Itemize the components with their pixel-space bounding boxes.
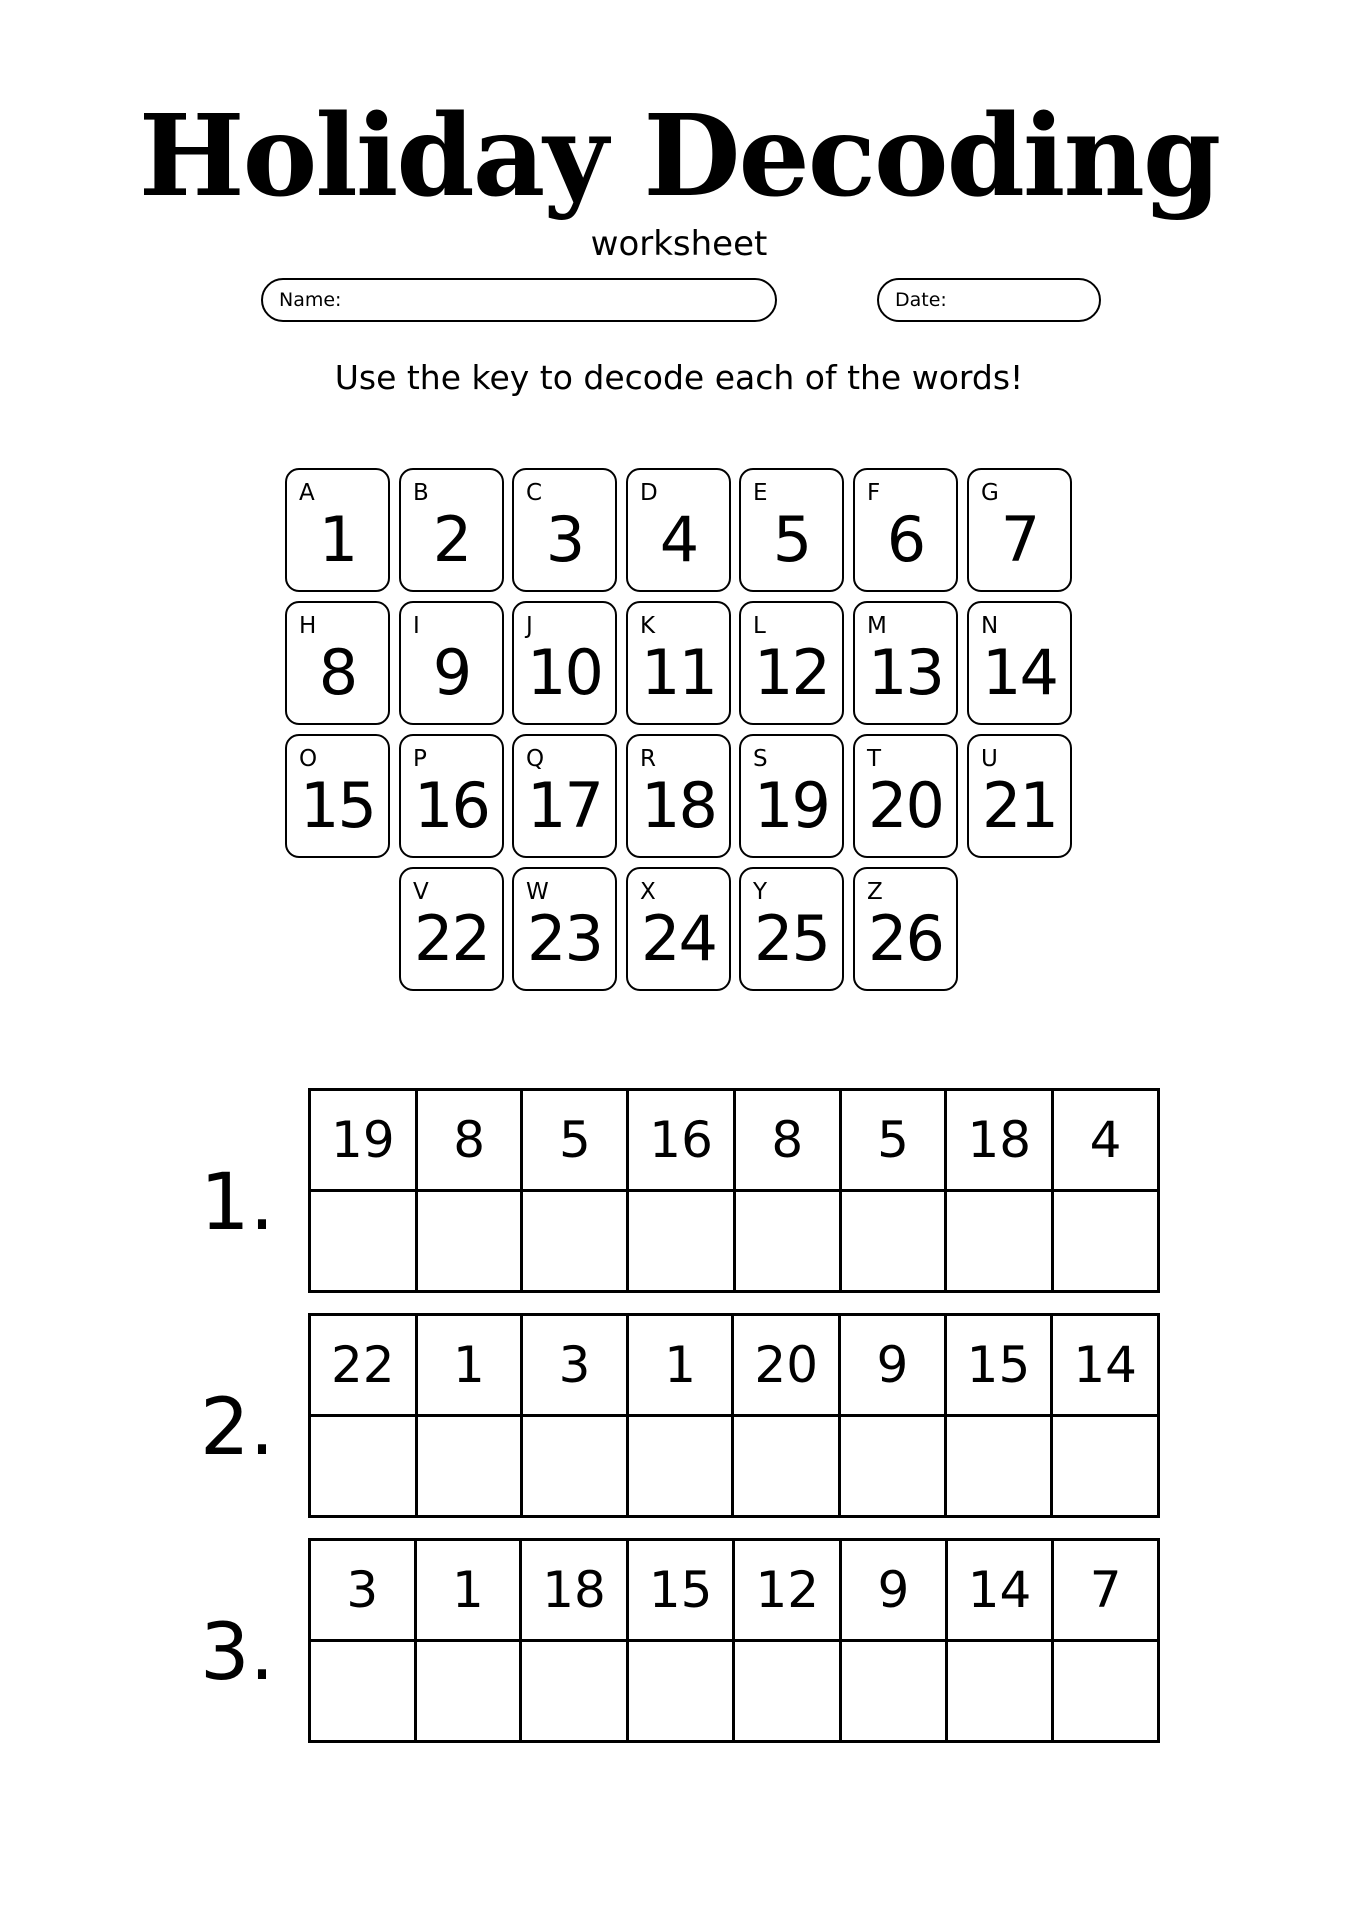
answer-cell[interactable] [522,1191,628,1292]
code-cell: 1 [416,1315,522,1416]
code-cell: 1 [627,1315,733,1416]
key-card-h [285,601,390,725]
key-number: 9 [432,636,471,709]
key-letter: T [867,746,882,772]
code-cell: 18 [521,1540,628,1641]
answer-cell[interactable] [841,1641,947,1742]
puzzle-table [308,1088,1160,1293]
answer-cell[interactable] [627,1641,734,1742]
code-cell: 7 [1053,1540,1159,1641]
key-letter: P [413,746,427,772]
key-letter: C [526,480,543,506]
code-cell: 5 [522,1090,628,1191]
code-cell: 19 [310,1090,417,1191]
code-row [310,1090,1159,1191]
key-card-n [967,601,1072,725]
key-number: 2 [432,503,471,576]
code-cell: 9 [840,1315,946,1416]
puzzle-table [308,1313,1160,1518]
name-field[interactable] [261,278,777,322]
key-number: 5 [772,503,811,576]
answer-row [310,1191,1159,1292]
key-number: 18 [641,769,716,842]
key-number: 23 [527,902,602,975]
key-letter: F [867,480,881,506]
key-number: 1 [318,503,357,576]
code-row [310,1315,1159,1416]
key-letter: M [867,613,887,639]
key-card-w [512,867,617,991]
answer-cell[interactable] [1052,1416,1159,1517]
answer-cell[interactable] [310,1416,417,1517]
key-card-d [626,468,731,592]
key-card-i [399,601,504,725]
key-number: 10 [527,636,602,709]
answer-cell[interactable] [840,1191,946,1292]
code-cell: 9 [841,1540,947,1641]
key-letter: J [526,613,533,639]
key-letter: S [753,746,768,772]
key-card-p [399,734,504,858]
answer-cell[interactable] [734,1191,840,1292]
answer-cell[interactable] [627,1416,733,1517]
code-cell: 15 [627,1540,734,1641]
code-cell: 15 [945,1315,1052,1416]
code-cell: 16 [628,1090,735,1191]
name-label: Name: [279,289,342,311]
answer-cell[interactable] [522,1416,628,1517]
key-number: 11 [641,636,716,709]
puzzle-number: 1. [200,1158,275,1248]
date-field[interactable] [877,278,1101,322]
answer-cell[interactable] [1053,1641,1159,1742]
key-number: 14 [982,636,1057,709]
code-cell: 3 [522,1315,628,1416]
page-subtitle: worksheet [590,224,768,264]
key-letter: G [981,480,999,506]
key-card-c [512,468,617,592]
puzzle-3 [200,1538,1160,1742]
code-row [310,1540,1159,1641]
answer-cell[interactable] [1053,1191,1159,1292]
instructions: Use the key to decode each of the words! [334,358,1024,397]
key-card-t [853,734,958,858]
answer-cell[interactable] [310,1641,416,1742]
puzzle-number: 2. [200,1383,275,1473]
key-card-o [285,734,390,858]
code-cell: 1 [415,1540,521,1641]
puzzle-table [308,1538,1160,1743]
key-letter: L [753,613,766,639]
answer-cell[interactable] [416,1416,522,1517]
key-number: 12 [754,636,829,709]
key-letter: R [640,746,656,772]
key-card-z [853,867,958,991]
key-letter: X [640,879,656,905]
key-card-f [853,468,958,592]
key-letter: Q [526,746,545,772]
key-card-a [285,468,390,592]
key-letter: U [981,746,998,772]
key-letter: N [981,613,999,639]
key-number: 8 [318,636,357,709]
key-letter: B [413,480,429,506]
key-letter: D [640,480,658,506]
key-card-e [739,468,844,592]
key-letter: K [640,613,656,639]
decoding-key [285,468,1075,998]
page-title: Holiday Decoding [138,91,1220,222]
key-letter: H [299,613,317,639]
key-number: 21 [982,769,1057,842]
answer-cell[interactable] [946,1191,1053,1292]
key-letter: E [753,480,768,506]
puzzle-1 [200,1088,1160,1292]
key-number: 25 [754,902,829,975]
answer-cell[interactable] [840,1416,946,1517]
answer-cell[interactable] [415,1641,521,1742]
code-cell: 14 [1052,1315,1159,1416]
answer-cell[interactable] [946,1641,1053,1742]
key-letter: O [299,746,318,772]
answer-cell[interactable] [734,1641,841,1742]
key-card-m [853,601,958,725]
key-number: 7 [1000,503,1039,576]
key-letter: Z [867,879,883,905]
answer-row [310,1641,1159,1742]
key-card-l [739,601,844,725]
key-number: 20 [868,769,943,842]
key-letter: A [299,480,315,506]
answer-cell[interactable] [628,1191,735,1292]
code-cell: 18 [946,1090,1053,1191]
code-cell: 20 [733,1315,840,1416]
date-label: Date: [895,289,947,311]
answer-cell[interactable] [310,1191,417,1292]
key-card-b [399,468,504,592]
code-cell: 8 [416,1090,522,1191]
key-card-x [626,867,731,991]
code-cell: 12 [734,1540,841,1641]
key-number: 26 [868,902,943,975]
key-number: 24 [641,902,716,975]
answer-cell[interactable] [416,1191,522,1292]
answer-cell[interactable] [945,1416,1052,1517]
code-cell: 4 [1053,1090,1159,1191]
key-letter: W [526,879,549,905]
key-letter: Y [753,879,768,905]
key-card-r [626,734,731,858]
key-letter: V [413,879,429,905]
code-cell: 14 [946,1540,1053,1641]
key-number: 19 [754,769,829,842]
code-cell: 8 [734,1090,840,1191]
key-number: 15 [300,769,375,842]
code-cell: 3 [310,1540,416,1641]
key-card-u [967,734,1072,858]
key-card-q [512,734,617,858]
key-number: 22 [414,902,489,975]
key-card-j [512,601,617,725]
key-letter: I [413,613,420,639]
puzzle-number: 3. [200,1608,275,1698]
key-card-g [967,468,1072,592]
code-cell: 5 [840,1090,946,1191]
key-number: 4 [659,503,698,576]
key-number: 3 [545,503,584,576]
key-card-k [626,601,731,725]
key-card-s [739,734,844,858]
code-cell: 22 [310,1315,417,1416]
key-number: 16 [414,769,489,842]
answer-row [310,1416,1159,1517]
key-number: 17 [527,769,602,842]
key-card-y [739,867,844,991]
key-card-v [399,867,504,991]
key-number: 6 [886,503,925,576]
key-number: 13 [868,636,943,709]
puzzle-2 [200,1313,1160,1517]
answer-cell[interactable] [733,1416,840,1517]
answer-cell[interactable] [521,1641,628,1742]
